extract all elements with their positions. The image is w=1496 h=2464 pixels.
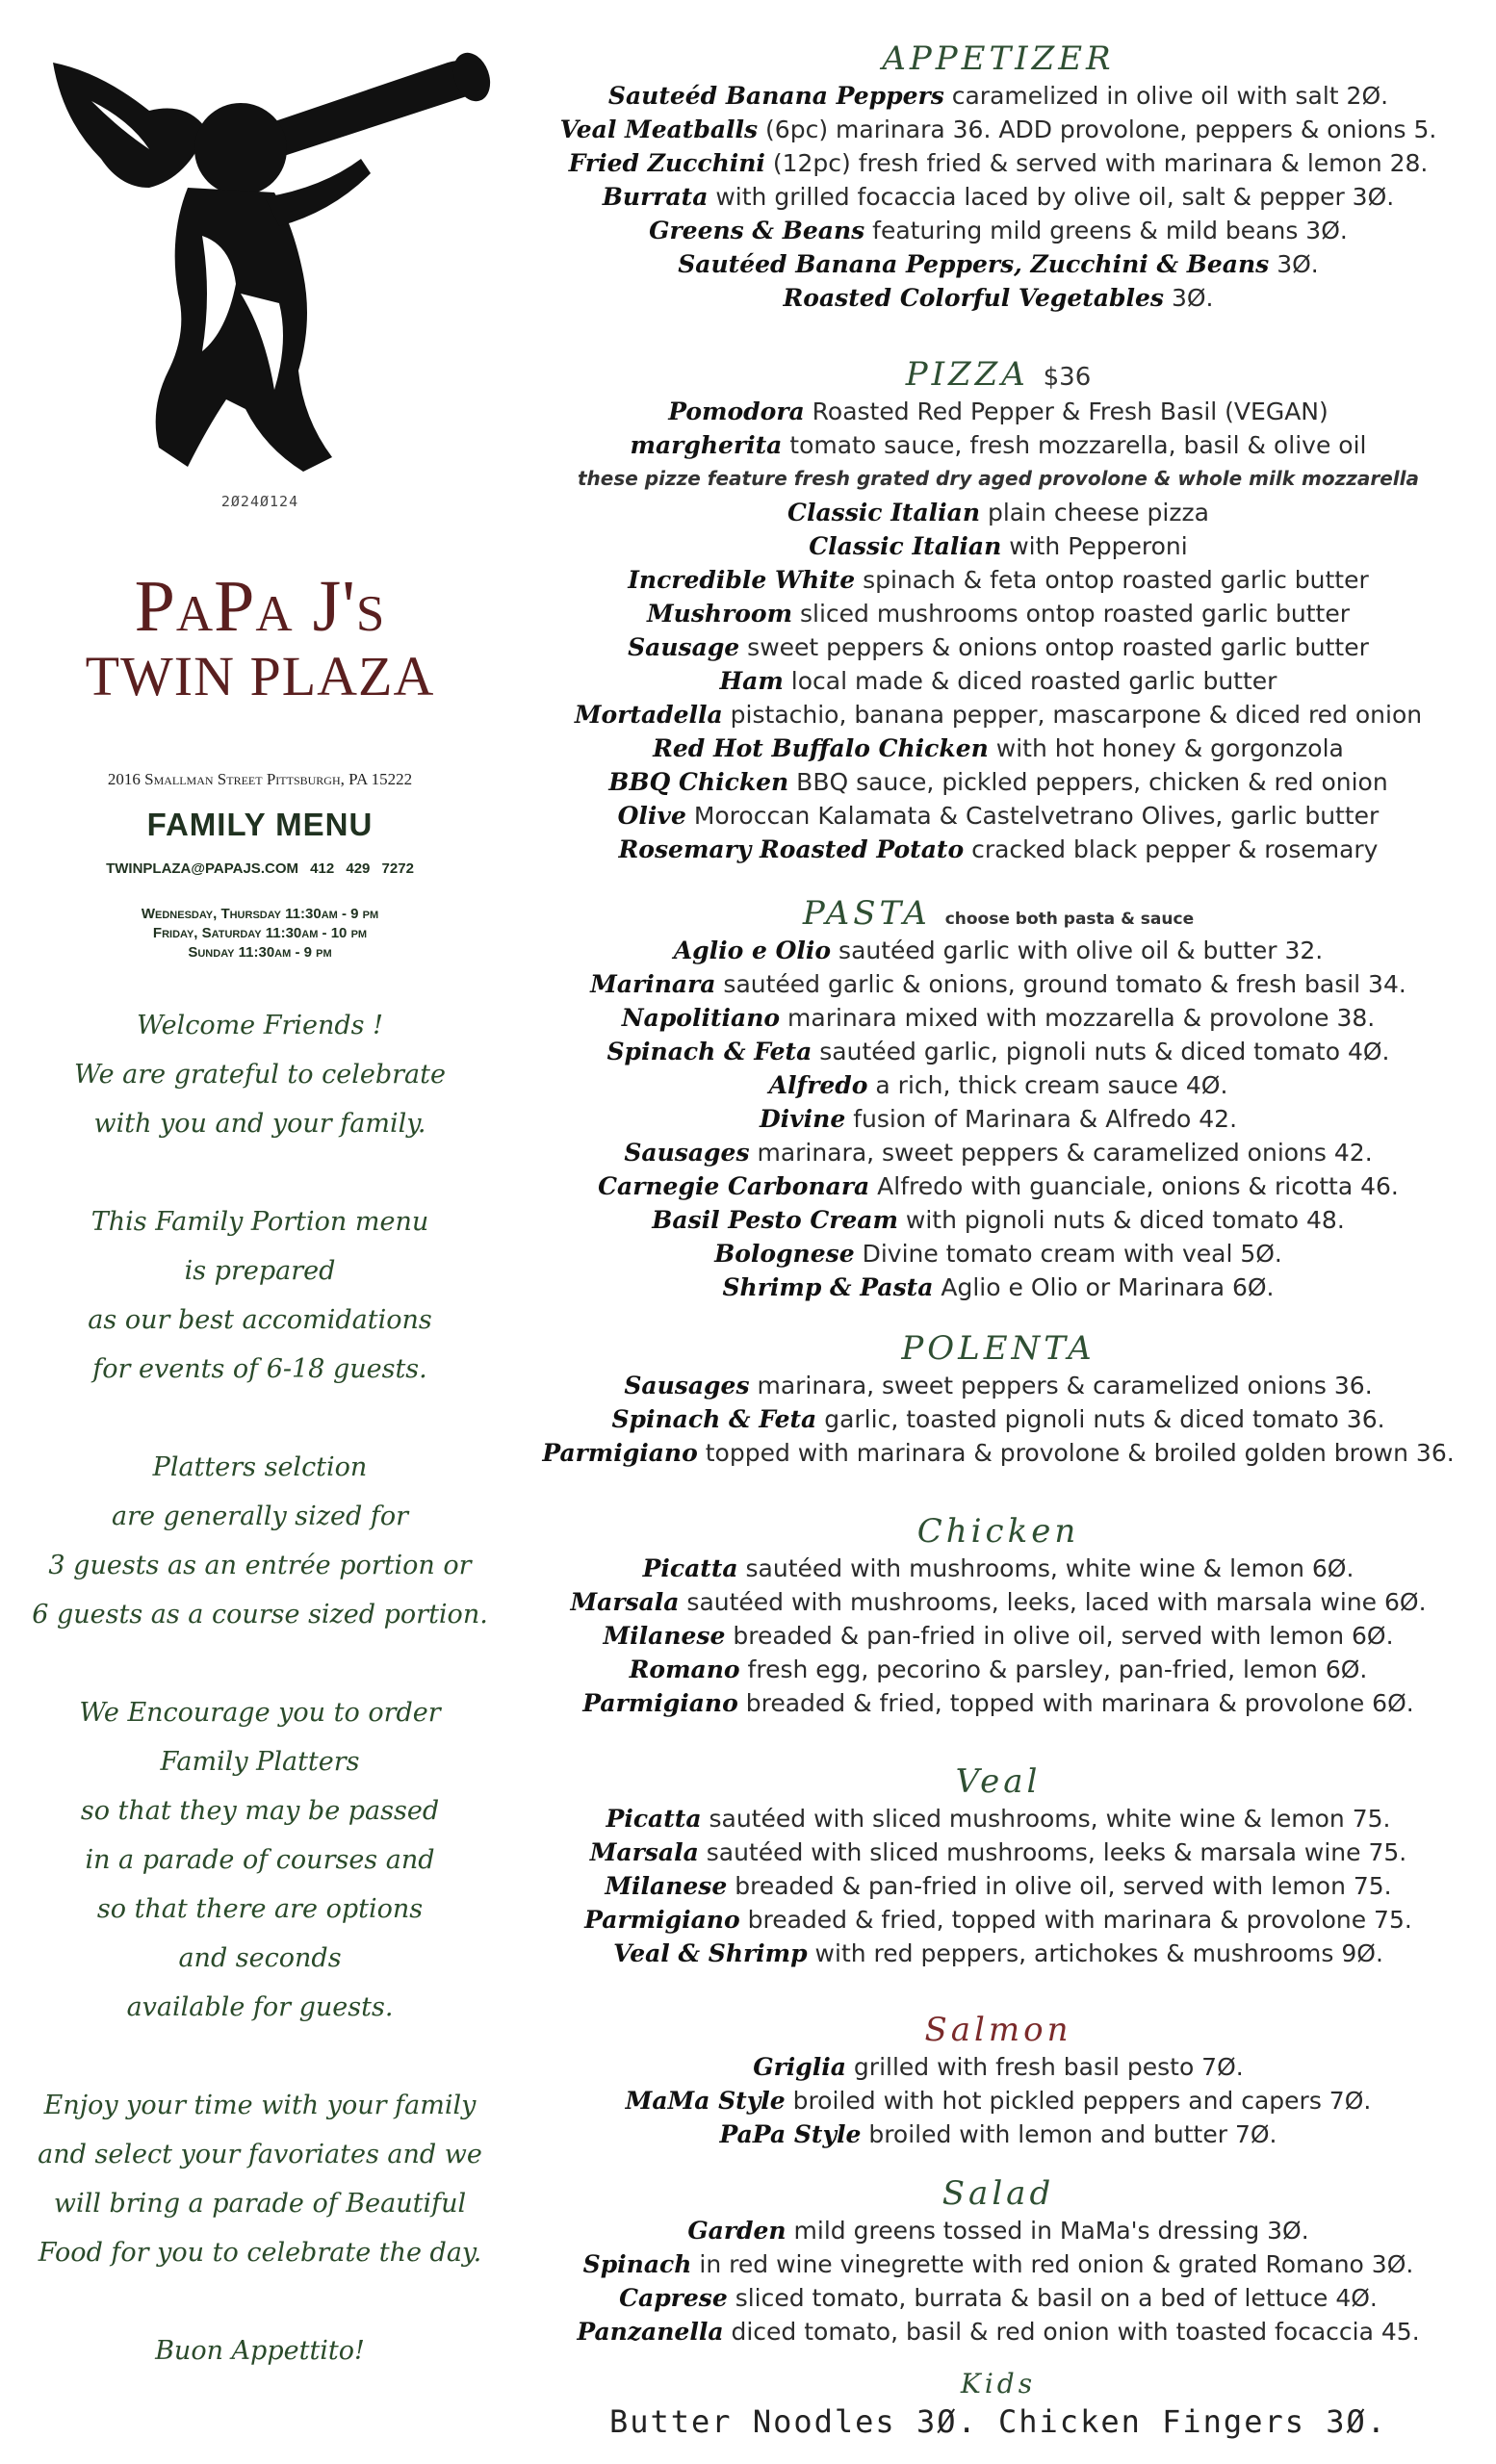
menu-item: [501, 428, 1496, 462]
item-name: Bolognese: [714, 1240, 855, 1268]
menu-item: [501, 1102, 1496, 1136]
welcome-line: 6 guests as a course sized portion.: [32, 1600, 488, 1630]
item-name: Classic Italian: [809, 532, 1002, 560]
menu-item: [501, 1001, 1496, 1035]
menu-item: [501, 113, 1496, 146]
item-name: Spinach: [582, 2250, 692, 2278]
item-desc: (6pc) marinara 36. ADD provolone, peppers & onions 5.: [758, 116, 1437, 143]
hours: [0, 905, 520, 962]
item-desc: tomato sauce, fresh mozzarella, basil & olive oil: [782, 431, 1367, 459]
item-desc: fresh egg, pecorino & parsley, pan-fried, lemon 6Ø.: [739, 1656, 1368, 1683]
email: TWINPLAZA@PAPAJS.COM: [106, 860, 298, 877]
item-desc: sautéed garlic & onions, ground tomato & fresh basil 34.: [715, 970, 1406, 998]
item-desc: breaded & pan-fried in olive oil, served with lemon 75.: [727, 1872, 1392, 1900]
item-name: Mushroom: [646, 600, 793, 628]
restaurant-name: [0, 568, 520, 708]
welcome-line: available for guests.: [126, 1992, 394, 2022]
welcome-line: This Family Portion menu: [90, 1207, 429, 1237]
menu-item: [501, 2050, 1496, 2084]
menu-item: [501, 2281, 1496, 2315]
item-desc: broiled with hot pickled peppers and capers 7Ø.: [785, 2087, 1372, 2115]
item-name: Incredible White: [628, 566, 856, 594]
welcome-line: [19, 2032, 501, 2081]
item-name: Picatta: [642, 1554, 738, 1582]
menu-item: [501, 1835, 1496, 1869]
item-desc: sliced mushrooms ontop roasted garlic butter: [792, 600, 1351, 628]
menu-item: [501, 1369, 1496, 1402]
welcome-line: Food for you to celebrate the day.: [38, 2238, 482, 2268]
pasta-note: choose both pasta & sauce: [944, 910, 1195, 929]
welcome-line: in a parade of courses and: [85, 1845, 435, 1875]
section-pizza: [501, 354, 1496, 866]
menu-item: [501, 529, 1496, 563]
section-title: [501, 354, 1496, 395]
section-title-text: PASTA: [802, 894, 931, 933]
welcome-line: Platters selction: [152, 1452, 368, 1482]
item-desc: with grilled focaccia laced by olive oil, salt & pepper 3Ø.: [708, 183, 1395, 211]
menu-item: [501, 1136, 1496, 1169]
menu-item: [501, 1869, 1496, 1903]
section-title-text: PIZZA: [905, 355, 1029, 394]
item-name: MaMa Style: [625, 2087, 786, 2115]
menu-item: [501, 1203, 1496, 1237]
item-name: Mortadella: [574, 701, 723, 729]
menu-item: [501, 630, 1496, 664]
item-desc: with hot honey & gorgonzola: [988, 734, 1344, 762]
menu-item: [501, 765, 1496, 799]
menu-item: [501, 833, 1496, 866]
item-name: Marinara: [590, 970, 716, 998]
welcome-line: will bring a parade of Beautiful: [53, 2189, 467, 2219]
welcome-message: [19, 1001, 501, 2375]
item-name: Griglia: [753, 2053, 846, 2081]
menu-item: [501, 1619, 1496, 1653]
item-desc: caramelized in olive oil with salt 2Ø.: [943, 82, 1389, 110]
item-desc: mild greens tossed in MaMa's dressing 3Ø.: [786, 2217, 1309, 2245]
item-name: Marsala: [570, 1588, 680, 1616]
menu-item: [501, 247, 1496, 281]
item-desc: garlic, toasted pignoli nuts & diced tomato 36.: [816, 1405, 1385, 1433]
welcome-line: with you and your family.: [93, 1109, 426, 1139]
section-polenta: [501, 1328, 1496, 1470]
menu-item: [501, 1903, 1496, 1937]
section-salmon: [501, 2010, 1496, 2151]
section-salad: [501, 2173, 1496, 2348]
item-desc: breaded & fried, topped with marinara & provolone 6Ø.: [737, 1689, 1414, 1717]
item-desc: sautéed with sliced mushrooms, white wine & lemon 75.: [701, 1805, 1391, 1833]
item-name: Classic Italian: [787, 499, 981, 526]
item-name: Romano: [629, 1656, 740, 1683]
menu-item: [501, 1402, 1496, 1436]
menu-item: [501, 1436, 1496, 1470]
item-name: Marsala: [589, 1838, 699, 1866]
item-desc: sautéed garlic with olive oil & butter 32.: [831, 937, 1324, 964]
item-desc: sautéed garlic, pignoli nuts & diced tomato 4Ø.: [812, 1038, 1390, 1065]
brand-line-1: PaPa J's: [134, 566, 386, 647]
item-name: Aglio e Olio: [673, 937, 832, 964]
item-name: Veal Meatballs: [559, 116, 759, 143]
item-name: Panzanella: [577, 2318, 724, 2346]
welcome-line: [19, 1394, 501, 1443]
section-title: APPETIZER: [882, 39, 1115, 78]
item-desc: breaded & pan-fried in olive oil, served with lemon 6Ø.: [725, 1622, 1394, 1650]
menu-item: [501, 281, 1496, 315]
item-desc: in red wine vinegrette with red onion & grated Romano 3Ø.: [691, 2250, 1414, 2278]
item-name: Sausage: [628, 633, 740, 661]
section-pasta: [501, 893, 1496, 1304]
item-name: Spinach & Feta: [606, 1038, 812, 1065]
pizza-note: these pizze feature fresh grated dry aged provolone & whole milk mozzarella: [578, 467, 1419, 490]
item-desc: Aglio e Olio or Marinara 6Ø.: [933, 1273, 1275, 1301]
item-desc: sautéed with sliced mushrooms, leeks & marsala wine 75.: [698, 1838, 1407, 1866]
item-name: Fried Zucchini: [568, 149, 765, 177]
item-name: Alfredo: [768, 1071, 868, 1099]
item-name: Ham: [719, 667, 784, 695]
item-name: Olive: [617, 802, 686, 830]
menu-item: [501, 2214, 1496, 2247]
item-desc: featuring mild greens & mild beans 3Ø.: [864, 217, 1348, 244]
welcome-line: We are grateful to celebrate: [74, 1060, 446, 1090]
welcome-line: 3 guests as an entrée portion or: [48, 1551, 472, 1580]
item-name: Roasted Colorful Vegetables: [783, 284, 1165, 312]
menu-item: [501, 2315, 1496, 2348]
item-desc: fusion of Marinara & Alfredo 42.: [845, 1105, 1238, 1133]
welcome-line: We Encourage you to order: [79, 1698, 441, 1728]
welcome-line: Enjoy your time with your family: [43, 2091, 477, 2120]
menu-item: [501, 146, 1496, 180]
section-title: Salmon: [924, 2011, 1072, 2049]
item-desc: BBQ sauce, pickled peppers, chicken & red onion: [788, 768, 1388, 796]
item-name: Sauteéd Banana Peppers: [607, 82, 944, 110]
item-name: Napolitiano: [621, 1004, 781, 1032]
item-desc: marinara, sweet peppers & caramelized onions 42.: [749, 1139, 1373, 1167]
menu-item: [501, 664, 1496, 698]
section-veal: [501, 1761, 1496, 1970]
contact-line: [0, 860, 520, 877]
menu-item: [501, 1035, 1496, 1068]
brand-line-2: TWIN PLAZA: [85, 645, 435, 707]
menu-item: [501, 597, 1496, 630]
menu-item: [501, 967, 1496, 1001]
section-appetizer: [501, 38, 1496, 315]
item-name: Red Hot Buffalo Chicken: [653, 734, 989, 762]
left-panel: [0, 0, 520, 2464]
item-name: Milanese: [605, 1872, 728, 1900]
item-name: Garden: [687, 2217, 787, 2245]
welcome-line: [19, 1148, 501, 1197]
pizza-price: $36: [1043, 363, 1092, 392]
item-desc: 3Ø.: [1164, 284, 1214, 312]
item-desc: sweet peppers & onions ontop roasted garlic butter: [739, 633, 1369, 661]
welcome-line: so that there are options: [96, 1894, 424, 1924]
menu-code: 2Ø24Ø124: [220, 493, 299, 510]
menu-item: [501, 1237, 1496, 1270]
item-desc: with red peppers, artichokes & mushrooms 9Ø.: [807, 1939, 1383, 1967]
menu-item: [501, 2118, 1496, 2151]
address: 2016 Smallman Street Pittsburgh, PA 15222: [107, 770, 413, 788]
item-desc: a rich, thick cream sauce 4Ø.: [867, 1071, 1228, 1099]
item-desc: grilled with fresh basil pesto 7Ø.: [845, 2053, 1244, 2081]
item-desc: marinara, sweet peppers & caramelized onions 36.: [749, 1372, 1373, 1399]
hours-line: Sunday 11:30am - 9 pm: [188, 944, 332, 961]
menu-item: [501, 1552, 1496, 1585]
item-desc: with Pepperoni: [1001, 532, 1188, 560]
item-name: Divine: [759, 1105, 846, 1133]
item-name: Veal & Shrimp: [613, 1939, 808, 1967]
item-desc: marinara mixed with mozzarella & provolone 38.: [780, 1004, 1376, 1032]
item-name: Parmigiano: [582, 1689, 738, 1717]
item-name: PaPa Style: [719, 2120, 862, 2148]
item-name: Greens & Beans: [649, 217, 865, 244]
section-title: Salad: [941, 2174, 1055, 2213]
section-title: [501, 893, 1496, 934]
menu-item: [501, 2084, 1496, 2118]
welcome-line: as our best accomidations: [88, 1305, 432, 1335]
menu-item: [501, 496, 1496, 529]
menu-item: [501, 1937, 1496, 1970]
menu-item: [501, 1653, 1496, 1686]
item-name: Sausages: [624, 1139, 750, 1167]
item-desc: topped with marinara & provolone & broiled golden brown 36.: [697, 1439, 1455, 1467]
menu-item: [501, 214, 1496, 247]
menu-item: [501, 1169, 1496, 1203]
item-desc: breaded & fried, topped with marinara & provolone 75.: [739, 1906, 1412, 1934]
kids-items: Butter Noodles 3Ø. Chicken Fingers 3Ø.: [608, 2403, 1388, 2440]
section-kids: [501, 2368, 1496, 2443]
welcome-line: so that they may be passed: [80, 1796, 440, 1826]
item-desc: sliced tomato, burrata & basil on a bed of lettuce 4Ø.: [727, 2284, 1378, 2312]
item-desc: Roasted Red Pepper & Fresh Basil (VEGAN): [804, 398, 1328, 425]
section-title: Kids: [960, 2368, 1037, 2400]
item-name: Spinach & Feta: [611, 1405, 817, 1433]
item-desc: spinach & feta ontop roasted garlic butter: [855, 566, 1369, 594]
item-desc: sautéed with mushrooms, white wine & lemon 6Ø.: [737, 1554, 1354, 1582]
item-name: Caprese: [619, 2284, 728, 2312]
item-name: Sausages: [624, 1372, 750, 1399]
menu-item: [501, 1270, 1496, 1304]
item-desc: 3Ø.: [1269, 250, 1319, 278]
welcome-line: Buon Appettito!: [155, 2336, 365, 2366]
item-desc: pistachio, banana pepper, mascarpone & diced red onion: [722, 701, 1423, 729]
item-desc: Alfredo with guanciale, onions & ricotta 46.: [869, 1172, 1399, 1200]
item-name: Sautéed Banana Peppers, Zucchini & Beans: [678, 250, 1270, 278]
item-name: BBQ Chicken: [608, 768, 789, 796]
item-desc: local made & diced roasted garlic butter: [783, 667, 1277, 695]
menu-item: [501, 395, 1496, 428]
item-name: Carnegie Carbonara: [598, 1172, 870, 1200]
hours-line: Friday, Saturday 11:30am - 10 pm: [152, 925, 368, 941]
item-name: Pomodora: [668, 398, 805, 425]
item-desc: diced tomato, basil & red onion with toasted focaccia 45.: [723, 2318, 1420, 2346]
item-desc: cracked black pepper & rosemary: [964, 835, 1379, 863]
welcome-line: [19, 2277, 501, 2326]
welcome-line: [19, 1639, 501, 1688]
item-desc: broiled with lemon and butter 7Ø.: [861, 2120, 1277, 2148]
cherub-trumpet-logo: [43, 43, 496, 486]
menu-item: [501, 79, 1496, 113]
item-desc: sautéed with mushrooms, leeks, laced with marsala wine 6Ø.: [679, 1588, 1427, 1616]
menu-item: [501, 1686, 1496, 1720]
menu-item: [501, 934, 1496, 967]
item-name: Parmigiano: [584, 1906, 740, 1934]
item-desc: (12pc) fresh fried & served with marinara & lemon 28.: [764, 149, 1429, 177]
item-name: Basil Pesto Cream: [652, 1206, 898, 1234]
hours-line: Wednesday, Thursday 11:30am - 9 pm: [141, 906, 379, 922]
welcome-line: and seconds: [178, 1943, 342, 1973]
welcome-line: for events of 6-18 guests.: [92, 1354, 427, 1384]
item-desc: Divine tomato cream with veal 5Ø.: [854, 1240, 1282, 1268]
welcome-line: are generally sized for: [111, 1502, 409, 1531]
section-title: Chicken: [916, 1512, 1080, 1551]
welcome-line: and select your favoriates and we: [38, 2140, 482, 2169]
item-name: Shrimp & Pasta: [722, 1273, 934, 1301]
item-desc: plain cheese pizza: [980, 499, 1209, 526]
item-desc: with pignoli nuts & diced tomato 48.: [897, 1206, 1345, 1234]
menu-item: [501, 799, 1496, 833]
menu-item: [501, 732, 1496, 765]
family-menu-label: FAMILY MENU: [146, 807, 374, 842]
menu-item: [501, 1802, 1496, 1835]
item-name: margherita: [630, 431, 783, 459]
item-desc: Moroccan Kalamata & Castelvetrano Olives, garlic butter: [685, 802, 1380, 830]
item-name: Picatta: [606, 1805, 702, 1833]
menu-item: [501, 698, 1496, 732]
section-title: POLENTA: [901, 1329, 1096, 1368]
menu-item: [501, 563, 1496, 597]
welcome-line: Welcome Friends !: [137, 1011, 383, 1040]
item-name: Parmigiano: [542, 1439, 698, 1467]
welcome-line: Family Platters: [160, 1747, 360, 1777]
menu-item: [501, 1068, 1496, 1102]
section-chicken: [501, 1511, 1496, 1720]
item-name: Burrata: [602, 183, 709, 211]
section-title: Veal: [955, 1762, 1042, 1801]
item-name: Milanese: [603, 1622, 726, 1650]
item-name: Rosemary Roasted Potato: [618, 835, 965, 863]
menu-item: [501, 180, 1496, 214]
welcome-line: is prepared: [184, 1256, 336, 1286]
phone: 412 429 7272: [310, 860, 414, 877]
menu-item: [501, 2247, 1496, 2281]
menu-item: [501, 1585, 1496, 1619]
